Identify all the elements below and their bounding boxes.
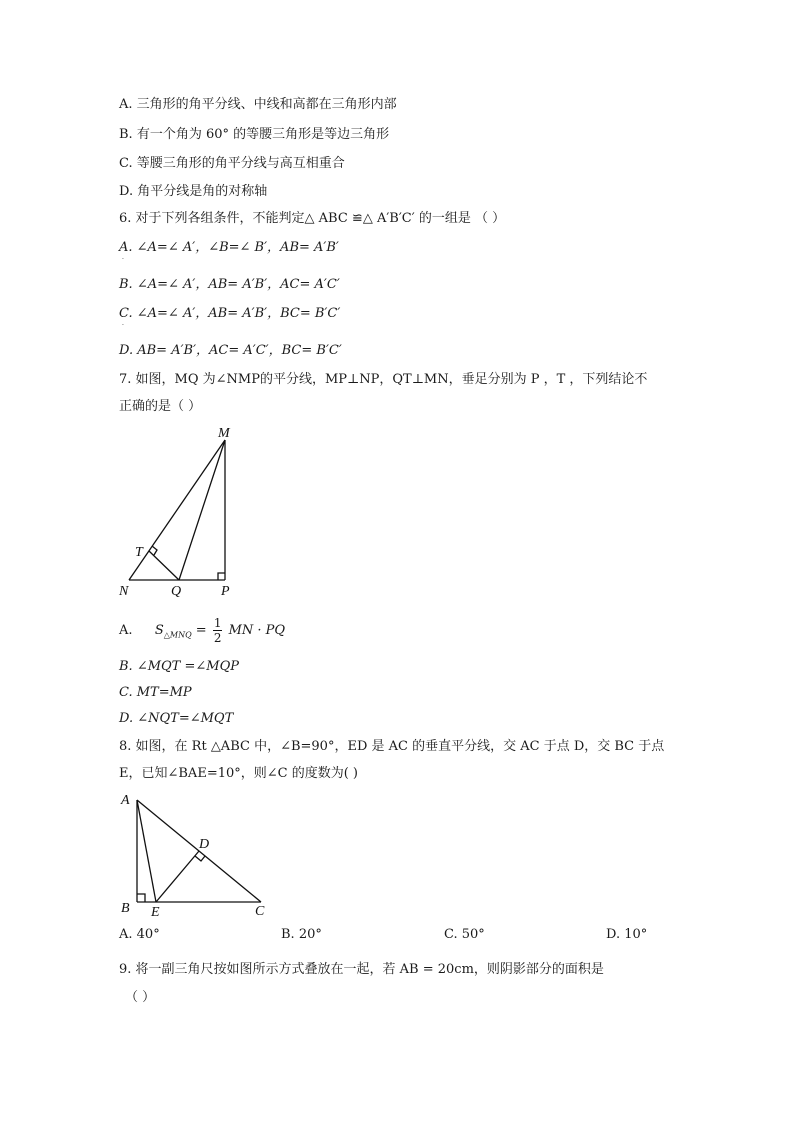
q6-option-a: A. ∠A=∠ A′，∠B=∠ B′，AB= A′B′: [119, 240, 339, 255]
label-p: P: [221, 584, 230, 599]
q8-option-d: D. 10°: [606, 927, 648, 942]
q9-stem-line1: 9. 将一副三角尺按如图所示方式叠放在一起，若 AB = 20cm，则阴影部分的面积是: [119, 962, 604, 977]
q7-stem-line1: 7. 如图，MQ 为∠NMP的平分线，MP⊥NP，QT⊥MN，垂足分别为 P ，T ，下列结论不: [119, 372, 648, 387]
segment-qt: [149, 551, 179, 580]
q7-option-a: [119, 616, 285, 650]
q6-option-d: D. AB= A′B′，AC= A′C′，BC= B′C′: [119, 343, 342, 358]
label-b: B: [121, 901, 130, 916]
label-e: E: [151, 905, 160, 918]
q6-option-b: B. ∠A=∠ A′，AB= A′B′，AC= A′C′: [119, 277, 340, 292]
label-t: T: [135, 545, 143, 560]
label-m: M: [218, 426, 230, 441]
segment-ed: [156, 851, 199, 902]
q9-stem-line2: （ ）: [125, 990, 156, 1005]
fraction-one-half: [213, 616, 223, 645]
equals-sign: =: [195, 623, 207, 638]
label-n: N: [119, 584, 129, 599]
q7-option-b: B. ∠MQT =∠MQP: [119, 659, 239, 674]
segment-nm: [129, 440, 225, 580]
q8-option-c: C. 50°: [444, 927, 485, 942]
label-d: D: [199, 837, 210, 852]
q8-figure: [115, 788, 275, 918]
label-q: Q: [171, 584, 182, 599]
segment-mq: [179, 440, 225, 580]
dot-mark: .: [122, 320, 124, 327]
right-angle-mark-b: [137, 894, 145, 902]
q7-option-c: C. MT=MP: [119, 685, 192, 700]
q8-stem-line2: E，已知∠BAE=10°，则∠C 的度数为( ): [119, 766, 358, 781]
q7-figure: [115, 420, 265, 600]
q5-option-d: D. 角平分线是角的对称轴: [119, 184, 268, 199]
right-angle-mark-d: [195, 856, 205, 861]
label-a: A: [121, 793, 130, 808]
right-angle-mark-p: [218, 573, 225, 580]
q7-stem-line2: 正确的是（ ）: [119, 399, 202, 414]
right-angle-mark-t: [152, 546, 157, 555]
q8-option-a: A. 40°: [119, 927, 160, 942]
q7-option-d: D. ∠NQT=∠MQT: [119, 711, 234, 726]
label-c: C: [255, 904, 265, 918]
fraction-numerator: 1: [213, 616, 222, 630]
q6-stem: 6. 对于下列各组条件，不能判定△ ABC ≌△ A′B′C′ 的一组是 （ ）: [119, 211, 506, 226]
q5-option-c: C. 等腰三角形的角平分线与高互相重合: [119, 156, 345, 171]
q8-option-b: B. 20°: [281, 927, 322, 942]
area-subscript: △MNQ: [163, 630, 192, 640]
fraction-denominator: 2: [213, 631, 222, 645]
q5-option-a: A. 三角形的角平分线、中线和高都在三角形内部: [119, 97, 397, 112]
option-letter: A.: [119, 623, 133, 638]
segment-ae: [137, 800, 156, 902]
product-expression: MN · PQ: [228, 623, 286, 638]
q5-option-b: B. 有一个角为 60° 的等腰三角形是等边三角形: [119, 127, 390, 142]
q8-stem-line1: 8. 如图，在 Rt △ABC 中，∠B=90°，ED 是 AC 的垂直平分线，交 AC 于点 D，交 BC 于点: [119, 739, 665, 754]
dot-mark: .: [122, 254, 124, 261]
area-symbol: S: [154, 623, 164, 638]
q6-option-c: C. ∠A=∠ A′，AB= A′B′，BC= B′C′: [119, 306, 341, 321]
